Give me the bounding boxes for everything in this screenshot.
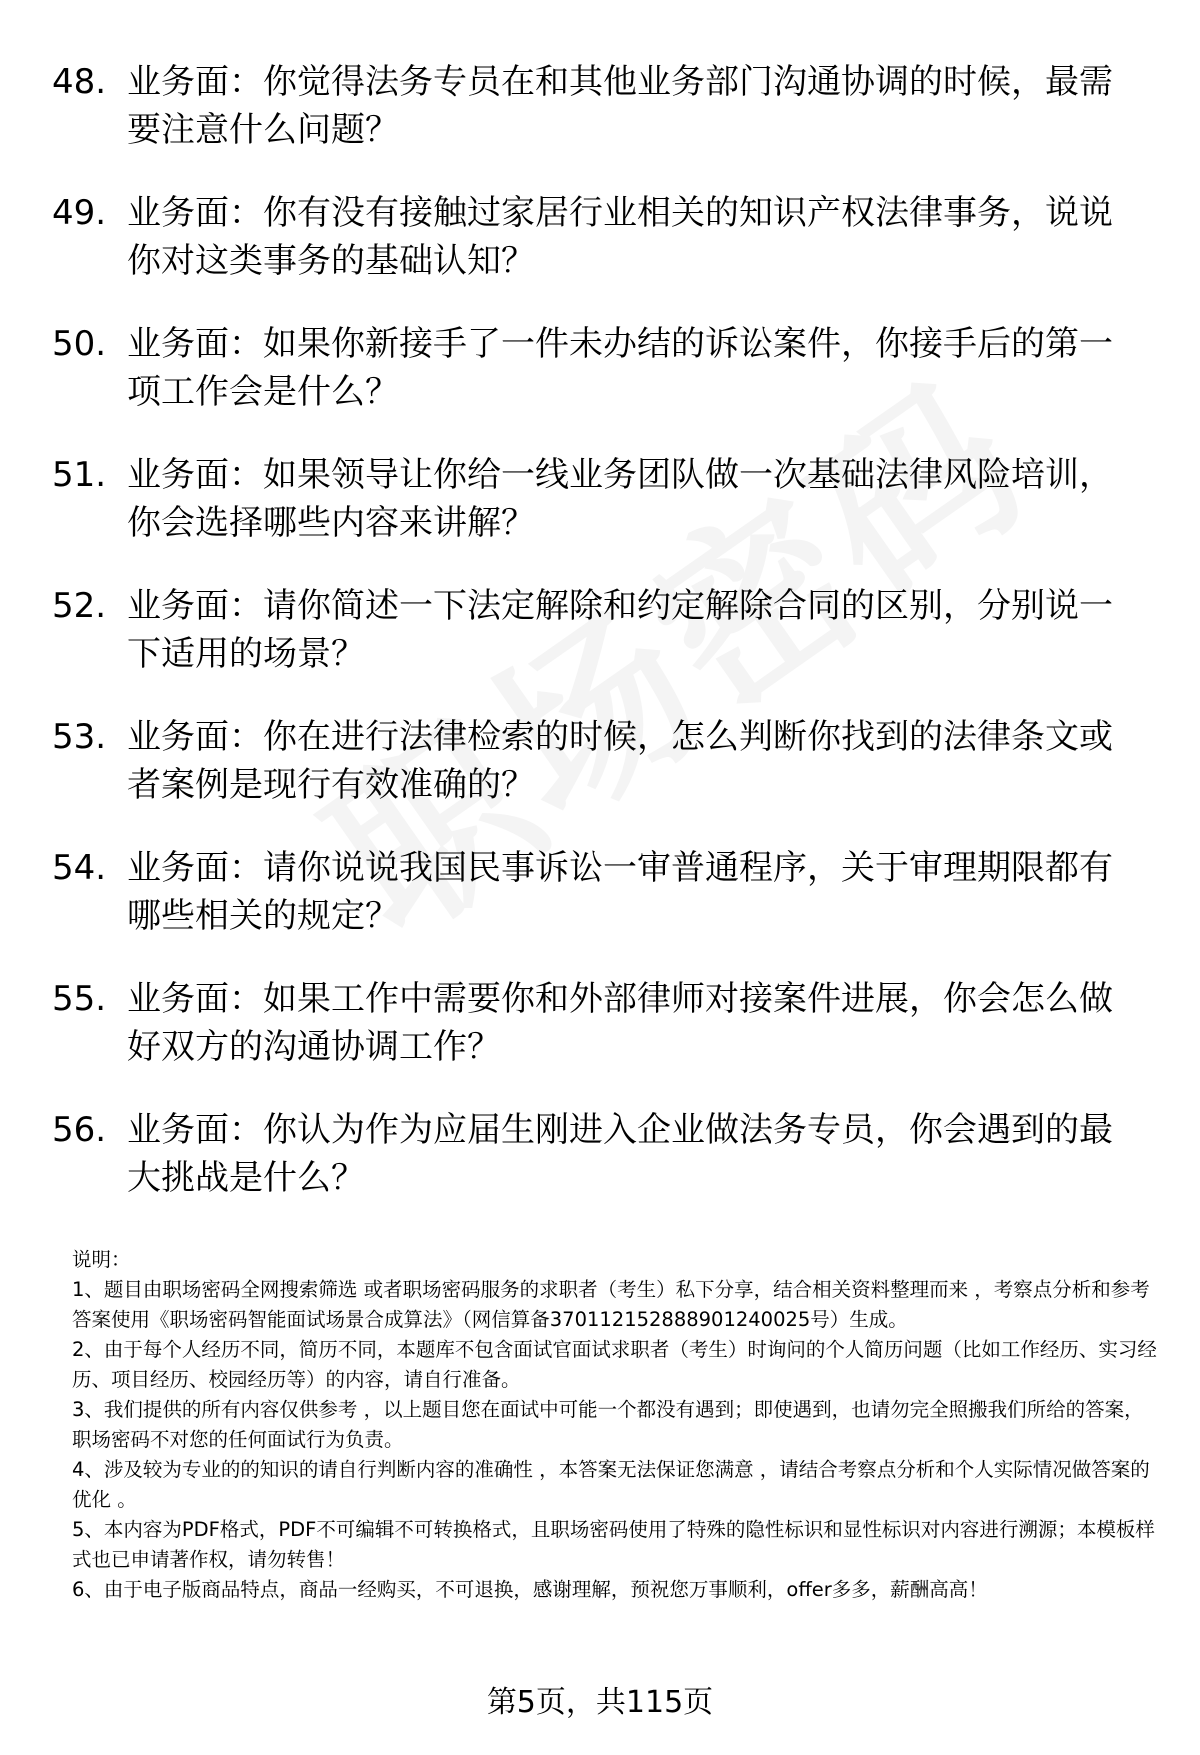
note-item: 3、我们提供的所有内容仅供参考 ，以上题目您在面试中可能一个都没有遇到；即使遇到，也请勿完全照搬我们所给的答案，职场密码不对您的任何面试行为负责。 xyxy=(72,1398,1144,1451)
question-number: 55. xyxy=(52,979,107,1019)
question-item xyxy=(52,451,1152,547)
note-item: 2、由于每个人经历不同，简历不同，本题库不包含面试官面试求职者（考生）时询问的个人简历问题（比如工作经历、实习经历、项目经历、校园经历等）的内容，请自行准备。 xyxy=(72,1338,1157,1391)
page-footer xyxy=(0,1683,1200,1723)
question-item xyxy=(52,1106,1152,1202)
question-number: 52. xyxy=(52,586,107,626)
note-item: 6、由于电子版商品特点，商品一经购买，不可退换，感谢理解，预祝您万事顺利，offer多多，薪酬高高！ xyxy=(72,1578,988,1601)
question-item xyxy=(52,844,1152,940)
question-text: 业务面：如果你新接手了一件未办结的诉讼案件，你接手后的第一项工作会是什么？ xyxy=(127,324,1113,412)
question-text: 业务面：你觉得法务专员在和其他业务部门沟通协调的时候，最需要注意什么问题？ xyxy=(127,62,1113,150)
question-number: 48. xyxy=(52,62,107,102)
question-number: 54. xyxy=(52,848,107,888)
question-text: 业务面：如果工作中需要你和外部律师对接案件进展，你会怎么做好双方的沟通协调工作？ xyxy=(127,979,1113,1067)
question-item xyxy=(52,713,1152,809)
question-number: 56. xyxy=(52,1110,107,1150)
question-number: 50. xyxy=(52,324,107,364)
question-text: 业务面：请你说说我国民事诉讼一审普通程序，关于审理期限都有哪些相关的规定？ xyxy=(127,848,1113,936)
question-text: 业务面：如果领导让你给一线业务团队做一次基础法律风险培训，你会选择哪些内容来讲解？ xyxy=(127,455,1113,543)
question-text: 业务面：你有没有接触过家居行业相关的知识产权法律事务，说说你对这类事务的基础认知？ xyxy=(127,193,1113,281)
question-number: 51. xyxy=(52,455,107,495)
question-item xyxy=(52,582,1152,678)
note-item: 5、本内容为PDF格式，PDF不可编辑不可转换格式，且职场密码使用了特殊的隐性标识和显性标识对内容进行溯源；本模板样式也已申请著作权，请勿转售！ xyxy=(72,1518,1155,1571)
question-text: 业务面：你认为作为应届生刚进入企业做法务专员，你会遇到的最大挑战是什么？ xyxy=(127,1110,1113,1198)
question-number: 49. xyxy=(52,193,107,233)
question-item xyxy=(52,58,1152,154)
note-item: 4、涉及较为专业的的知识的请自行判断内容的准确性 ，本答案无法保证您满意 ，请结合考察点分析和个人实际情况做答案的优化 。 xyxy=(72,1458,1150,1511)
question-text: 业务面：请你简述一下法定解除和约定解除合同的区别，分别说一下适用的场景？ xyxy=(127,586,1113,674)
question-item xyxy=(52,320,1152,416)
question-item xyxy=(52,975,1152,1071)
question-number: 53. xyxy=(52,717,107,757)
notes-section xyxy=(72,1245,1157,1605)
question-item xyxy=(52,189,1152,285)
page-number-label: 第5页，共115页 xyxy=(486,1685,714,1720)
note-item: 1、题目由职场密码全网搜索筛选 或者职场密码服务的求职者（考生）私下分享，结合相关资料整理而来 ，考察点分析和参考答案使用《职场密码智能面试场景合成算法》（网信算备370112152888901240025号）生成。 xyxy=(72,1278,1150,1331)
question-list xyxy=(52,58,1152,1237)
question-text: 业务面：你在进行法律检索的时候，怎么判断你找到的法律条文或者案例是现行有效准确的？ xyxy=(127,717,1113,805)
notes-heading: 说明： xyxy=(72,1248,131,1271)
